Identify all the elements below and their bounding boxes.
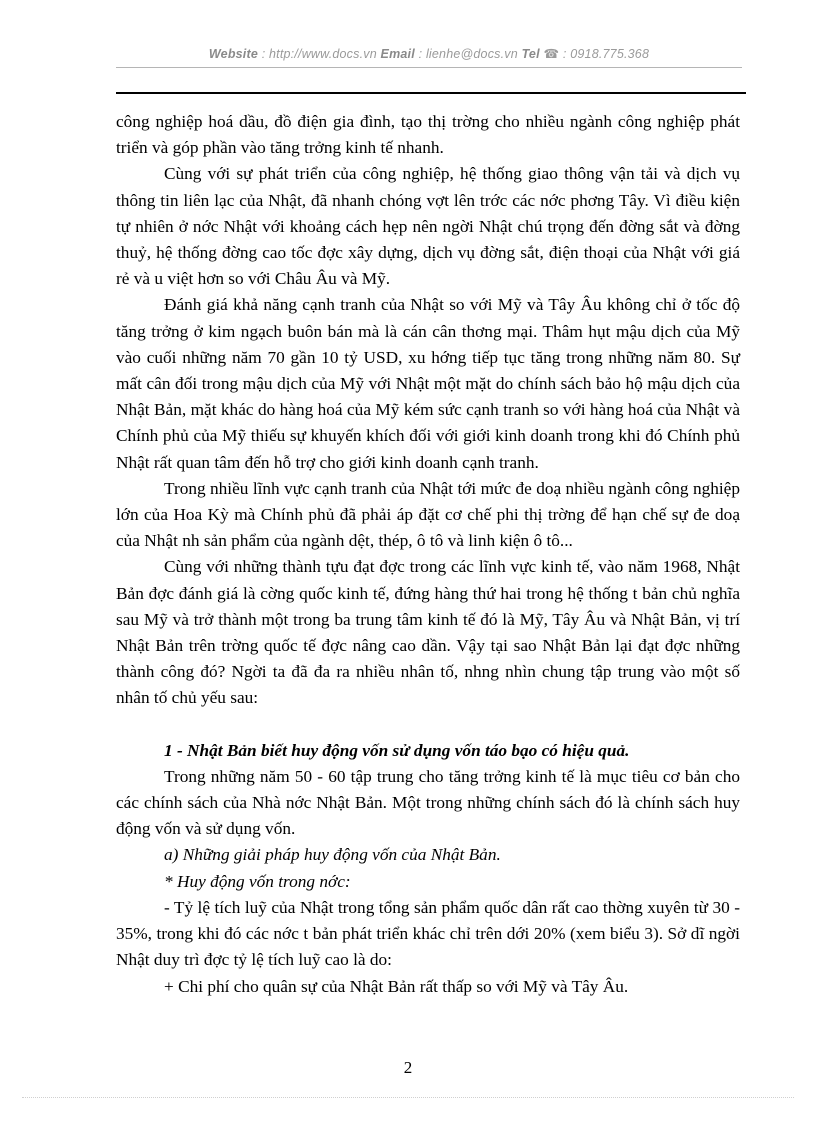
email-address[interactable]: : lienhe@docs.vn [418,47,518,61]
website-label: Website [208,47,258,61]
subheading-capital-solutions: a) Những giải pháp huy động vốn của Nhật Bản. [164,845,501,865]
paragraph-achievements: Cùng với những thành tựu đạt đợc trong các lĩnh vực kinh tế, vào năm 1968, Nhật Bản đợc đánh giá là cờng quốc kinh tế, đứng hàng thứ hai trong hệ thống t bản chủ nghĩa sau Mỹ và trở thành một trong ba trung tâm kinh tế đó là Mỹ, Tây Âu và Nhật Bản, vị trí Nhật Bản trên trờng quốc tế đợc nâng cao dần. Vậy tại sao Nhật Bản lại đạt đợc những thành công đó? Ngời ta đã đa ra nhiều nhân tố, nhng nhìn chung tập trung vào một số nhân tố chủ yếu sau: [116,557,740,708]
tel-number: ☎ : 0918.775.368 [543,47,650,61]
website-url[interactable]: : http://www.docs.vn [261,47,377,61]
header-divider-thick [116,92,746,94]
page-number: 2 [403,1058,413,1077]
tel-label: Tel [521,47,540,61]
page-header [116,46,742,61]
email-label: Email [380,47,415,61]
paragraph-competitiveness: Đánh giá khả năng cạnh tranh của Nhật so với Mỹ và Tây Âu không chỉ ở tốc độ tăng trởng ở kim ngạch buôn bán mà là cán cân thơng mại. Thâm hụt mậu dịch của Mỹ vào cuối những năm 70 gần 10 tỷ USD, xu hớng tiếp tục tăng trong những năm 80. Sự mất cân đối trong mậu dịch của Mỹ với Nhật một mặt do chính sách bảo hộ mậu dịch của Nhật Bản, mặt khác do hàng hoá của Mỹ kém sức cạnh tranh so với hàng hoá của Nhật và Chính phủ của Mỹ thiếu sự khuyến khích đối với giới kinh doanh trong khi đó Chính phủ Nhật rất quan tâm đến hỗ trợ cho giới kinh doanh cạnh tranh. [116,295,740,472]
paragraph-competition-fields: Trong nhiều lĩnh vực cạnh tranh của Nhật tới mức đe doạ nhiều ngành công nghiệp lớn của Hoa Kỳ mà Chính phủ đã phải áp đặt cơ chế phi thị trờng để hạn chế sự đe doạ của Nhật nh sản phẩm của ngành dệt, thép, ô tô và linh kiện ô tô... [116,478,740,551]
header-divider-thin [116,67,742,68]
paragraph-capital-policy: Trong những năm 50 - 60 tập trung cho tăng trởng kinh tế là mục tiêu cơ bản cho các chính sách của Nhà nớc Nhật Bản. Một trong những chính sách đó là chính sách huy động vốn và sử dụng vốn. [116,766,740,839]
page-bottom-border [22,1097,794,1098]
subheading-domestic-capital: * Huy động vốn trong nớc: [164,871,351,891]
section-heading: 1 - Nhật Bản biết huy động vốn sử dụng vốn táo bạo có hiệu quả. [164,740,630,760]
paragraph-transport: Cùng với sự phát triển của công nghiệp, hệ thống giao thông vận tải và dịch vụ thông tin liên lạc của Nhật, đã nhanh chóng vợt lên trớc các nớc phơng Tây. Vì điều kiện tự nhiên ở nớc Nhật với khoảng cách hẹp nên ngời Nhật chú trọng đến đờng sắt và đờng thuỷ, hệ thống đờng cao tốc đợc xây dựng, dịch vụ đờng sắt, điện thoại của Nhật với giá rẻ và u việt hơn so với Châu Âu và Mỹ. [116,164,740,289]
paragraph-military-spending: + Chi phí cho quân sự của Nhật Bản rất thấp so với Mỹ và Tây Âu. [164,976,629,996]
paragraph-accumulation-rate: - Tỷ lệ tích luỹ của Nhật trong tổng sản phẩm quốc dân rất cao thờng xuyên từ 30 - 35%, trong khi đó các nớc t bản phát triển khác chỉ trên dới 20% (xem biểu 3). Sở dĩ ngời Nhật duy trì đợc tỷ lệ tích luỹ cao là do: [116,897,740,970]
document-body [116,109,740,1000]
paragraph-continuation: công nghiệp hoá dầu, đồ điện gia đình, tạo thị trờng cho nhiều ngành công nghiệp phát triển và góp phần vào tăng trởng kinh tế nhanh. [116,112,740,158]
